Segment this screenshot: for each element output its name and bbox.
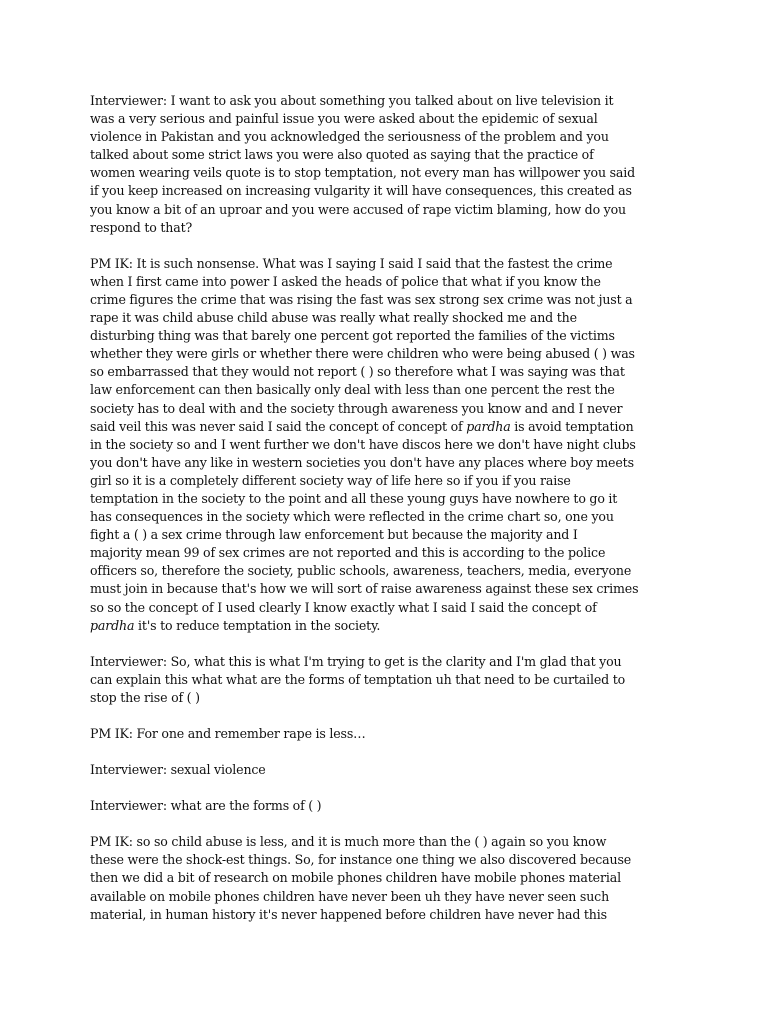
transcript-line: you know a bit of an uproar and you were accused of rape victim blaming, how do you — [90, 201, 627, 217]
transcript-line: girl so it is a completely different society way of life here so if you if you raise — [90, 472, 571, 488]
transcript-paragraph — [90, 653, 670, 707]
italic-term: pardha — [466, 418, 511, 434]
transcript-line: stop the rise of ( ) — [90, 689, 200, 705]
transcript-paragraph — [90, 92, 670, 237]
transcript-line: you don't have any like in western societies you don't have any places where boy meets — [90, 454, 634, 470]
transcript-line: so embarrassed that they would not report ( ) so therefore what I was saying was that — [90, 364, 625, 380]
transcript-line: was a very serious and painful issue you were asked about the epidemic of sexual — [90, 111, 598, 127]
transcript-line: society has to deal with and the society through awareness you know and and I never — [90, 400, 623, 416]
transcript-paragraph — [90, 833, 670, 923]
transcript-line: PM IK: It is such nonsense. What was I saying I said I said that the fastest the crime — [90, 255, 613, 271]
transcript-line: Interviewer: what are the forms of ( ) — [90, 798, 322, 814]
transcript-paragraph — [90, 255, 670, 635]
transcript-line: women wearing veils quote is to stop temptation, not every man has willpower you said — [90, 165, 636, 181]
transcript-line: said veil this was never said I said the concept of concept of pardha is avoid temptation — [90, 418, 634, 434]
transcript-line: Interviewer: I want to ask you about something you talked about on live television it — [90, 93, 614, 108]
transcript-paragraph — [90, 797, 670, 815]
transcript-line: fight a ( ) a sex crime through law enforcement but because the majority and I — [90, 527, 578, 543]
transcript-line: Interviewer: So, what this is what I'm trying to get is the clarity and I'm glad that you — [90, 653, 622, 669]
transcript-line: must join in because that's how we will sort of raise awareness against these sex crimes — [90, 581, 639, 597]
transcript-line: respond to that? — [90, 219, 193, 235]
transcript-line: violence in Pakistan and you acknowledged the seriousness of the problem and you — [90, 129, 609, 145]
transcript-line: PM IK: For one and remember rape is less… — [90, 726, 366, 741]
transcript-line: rape it was child abuse child abuse was really what really shocked me and the — [90, 310, 577, 326]
transcript-line: can explain this what what are the forms of temptation uh that need to be curtailed to — [90, 671, 626, 687]
transcript-line: PM IK: so so child abuse is less, and it is much more than the ( ) again so you know — [90, 834, 607, 850]
transcript-line: talked about some strict laws you were also quoted as saying that the practice of — [90, 147, 594, 163]
transcript-line: has consequences in the society which were reflected in the crime chart so, one you — [90, 509, 614, 525]
transcript-line: majority mean 99 of sex crimes are not reported and this is according to the police — [90, 545, 606, 561]
transcript-line: Interviewer: sexual violence — [90, 762, 266, 778]
transcript-line: pardha it's to reduce temptation in the society. — [90, 617, 381, 633]
transcript-line: law enforcement can then basically only deal with less than one percent the rest the — [90, 382, 615, 398]
transcript-line: material, in human history it's never happened before children have never had this — [90, 906, 607, 922]
italic-term: pardha — [90, 617, 135, 633]
transcript-line: these were the shock-est things. So, for instance one thing we also discovered because — [90, 852, 632, 868]
transcript-line: crime figures the crime that was rising the fast was sex strong sex crime was not just a — [90, 291, 633, 307]
interview-transcript — [90, 92, 670, 942]
transcript-paragraph — [90, 761, 670, 779]
transcript-paragraph — [90, 725, 670, 743]
transcript-line: then we did a bit of research on mobile phones children have mobile phones material — [90, 870, 621, 886]
transcript-line: so so the concept of I used clearly I know exactly what I said I said the concept of — [90, 599, 597, 615]
transcript-line: available on mobile phones children have never been uh they have never seen such — [90, 888, 610, 904]
transcript-line: in the society so and I went further we don't have discos here we don't have night clubs — [90, 436, 636, 452]
transcript-line: temptation in the society to the point and all these young guys have nowhere to go it — [90, 490, 618, 506]
transcript-line: whether they were girls or whether there were children who were being abused ( ) was — [90, 346, 635, 362]
transcript-line: officers so, therefore the society, public schools, awareness, teachers, media, everyone — [90, 563, 632, 579]
transcript-line: disturbing thing was that barely one percent got reported the families of the victims — [90, 328, 615, 344]
transcript-line: when I first came into power I asked the heads of police that what if you know the — [90, 273, 601, 289]
transcript-line: if you keep increased on increasing vulgarity it will have consequences, this created as — [90, 183, 632, 199]
